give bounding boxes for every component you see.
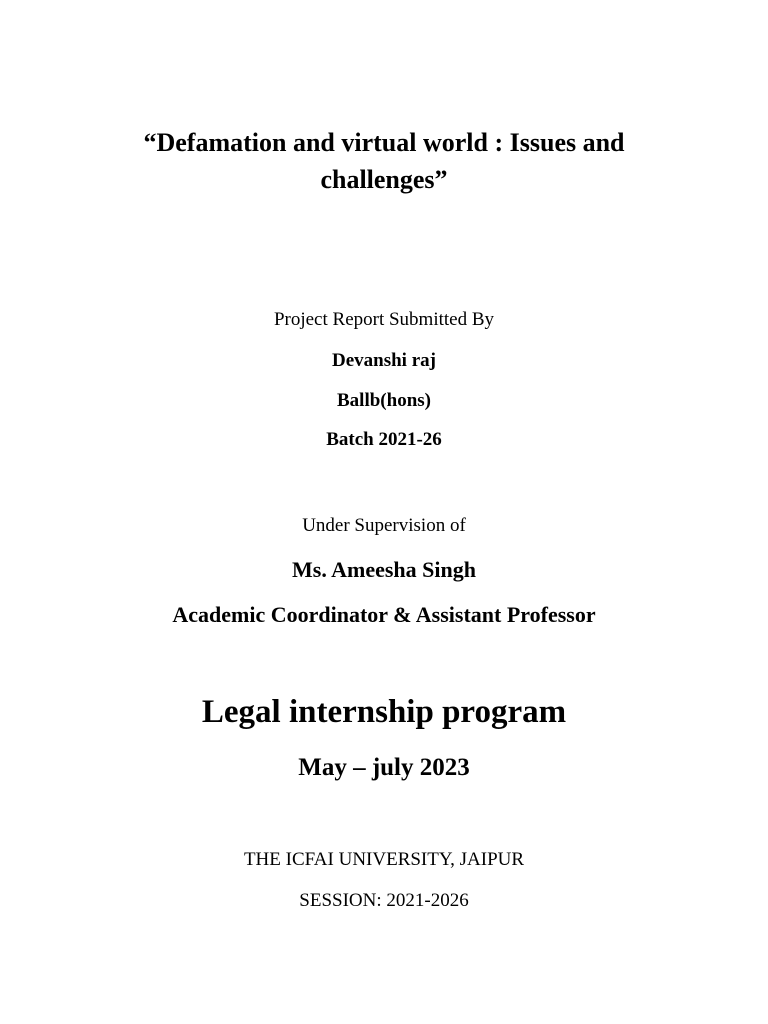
program-title: Legal internship program <box>201 694 567 730</box>
report-title: “Defamation and virtual world : Issues and challenges” <box>143 128 625 194</box>
supervisor-title: Academic Coordinator & Assistant Professor <box>172 602 596 627</box>
program-dates: May – july 2023 <box>298 754 470 781</box>
submitted-by-label: Project Report Submitted By <box>273 309 495 330</box>
supervisor-name: Ms. Ameesha Singh <box>292 557 476 582</box>
session-text: SESSION: 2021-2026 <box>299 890 469 911</box>
student-name: Devanshi raj <box>332 350 436 371</box>
batch-text: Batch 2021-26 <box>326 429 442 450</box>
supervision-label: Under Supervision of <box>302 515 466 536</box>
university-name: THE ICFAI UNIVERSITY, JAIPUR <box>243 849 525 870</box>
course-name: Ballb(hons) <box>337 390 431 411</box>
